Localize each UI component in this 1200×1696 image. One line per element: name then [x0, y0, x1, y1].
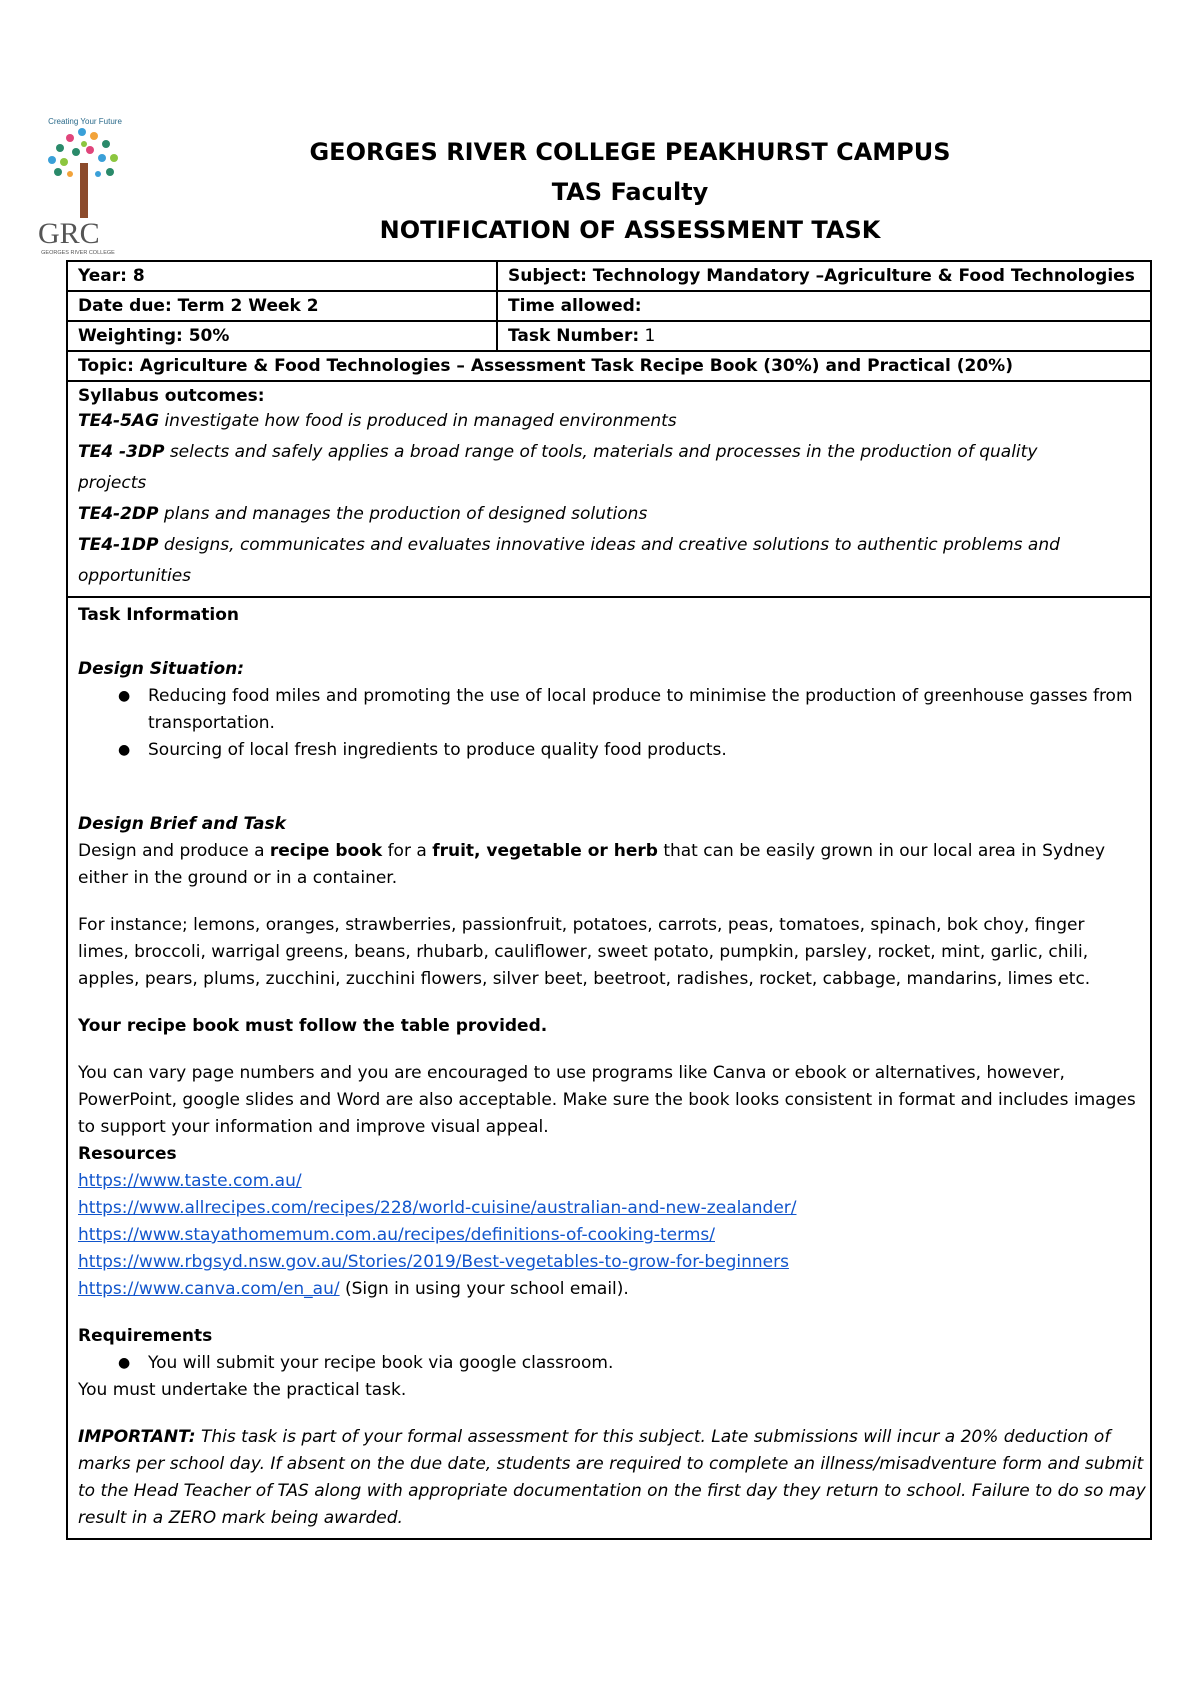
resources-heading: Resources: [78, 1144, 177, 1164]
college-logo: [30, 108, 140, 258]
syllabus-row: [68, 382, 1150, 598]
table-row: [68, 292, 1150, 322]
requirements-list: [78, 1350, 1140, 1377]
important-notice: IMPORTANT: This task is part of your formal assessment for this subject. Late submissions will incur a 20% deduction of marks per school day. If absent on the due date, students are required to complete an illness/misadventure form and submit to the Head Teacher of TAS along with appropriate documentation on the first day they return to school. Failure to do so may result in a ZERO mark being awarded.: [78, 1427, 1146, 1528]
canva-note: (Sign in using your school email).: [339, 1279, 629, 1299]
resource-link[interactable]: https://www.canva.com/en_au/: [78, 1279, 340, 1299]
resource-link[interactable]: https://www.stayathomemum.com.au/recipes/definitions-of-cooking-terms/: [78, 1225, 715, 1245]
topic-cell: Topic: Agriculture & Food Technologies – Assessment Task Recipe Book (30%) and Practical (20%): [78, 356, 1013, 376]
table-row: [68, 352, 1150, 382]
practical-text: You must undertake the practical task.: [78, 1380, 407, 1400]
list-item: ● Sourcing of local fresh ingredients to produce quality food products.: [148, 737, 1140, 764]
outcome-line: TE4-1DP designs, communicates and evaluates innovative ideas and creative solutions to authentic problems and: [78, 535, 1060, 555]
college-name: GEORGES RIVER COLLEGE PEAKHURST CAMPUS: [309, 138, 951, 166]
outcome-line: TE4-2DP plans and manages the production of designed solutions: [78, 504, 648, 524]
resource-link[interactable]: https://www.taste.com.au/: [78, 1171, 302, 1191]
list-item: ● Reducing food miles and promoting the use of local produce to minimise the production of greenhouse gasses from transportation.: [148, 683, 1140, 737]
task-information-cell: [68, 598, 1150, 1538]
follow-table-text: Your recipe book must follow the table provided.: [78, 1016, 548, 1036]
outcome-line: TE4 -3DP selects and safely applies a broad range of tools, materials and processes in the production of quality: [78, 442, 1038, 462]
resource-link[interactable]: https://www.rbgsyd.nsw.gov.au/Stories/2019/Best-vegetables-to-grow-for-beginners: [78, 1252, 789, 1272]
situation-heading: Design Situation:: [78, 659, 245, 679]
syllabus-heading: Syllabus outcomes:: [78, 386, 265, 406]
brief-text: Design and produce a recipe book for a fruit, vegetable or herb that can be easily grown in our local area in Sydney either in the ground or in a container.: [78, 841, 1106, 888]
table-row: [68, 262, 1150, 292]
brief-heading: Design Brief and Task: [78, 814, 286, 834]
task-number-cell: Task Number: 1: [508, 326, 656, 346]
date-due-cell: Date due: Term 2 Week 2: [68, 292, 498, 320]
svg-text:GRC: GRC: [38, 217, 100, 250]
task-row: [68, 598, 1150, 1538]
assessment-table: [66, 260, 1152, 1540]
faculty-name: TAS Faculty: [551, 178, 709, 206]
svg-text:Creating Your Future: Creating Your Future: [48, 117, 122, 126]
year-cell: Year: 8: [68, 262, 498, 290]
page-title: NOTIFICATION OF ASSESSMENT TASK: [379, 216, 881, 244]
requirements-heading: Requirements: [78, 1326, 213, 1346]
outcome-line: projects: [78, 473, 147, 493]
outcome-line: opportunities: [78, 566, 192, 586]
time-allowed-cell: Time allowed:: [508, 296, 642, 316]
svg-text:GEORGES RIVER COLLEGE: GEORGES RIVER COLLEGE: [41, 250, 115, 256]
list-item: ● You will submit your recipe book via google classroom.: [148, 1350, 1140, 1377]
resource-link[interactable]: https://www.allrecipes.com/recipes/228/world-cuisine/australian-and-new-zealander/: [78, 1198, 797, 1218]
table-row: [68, 322, 1150, 352]
tree-icon: [48, 128, 118, 218]
task-heading: Task Information: [78, 605, 240, 625]
weighting-cell: Weighting: 50%: [68, 322, 498, 350]
situation-list: [78, 683, 1140, 764]
vary-text: You can vary page numbers and you are encouraged to use programs like Canva or ebook or alternatives, however, PowerPoint, google slides and Word are also acceptable. Make sure the book looks consistent in format and includes images to support your information and improve visual appeal.: [78, 1063, 1136, 1137]
subject-cell: Subject: Technology Mandatory –Agriculture & Food Technologies: [508, 266, 1135, 286]
outcome-line: TE4-5AG investigate how food is produced in managed environments: [78, 411, 677, 431]
instance-text: For instance; lemons, oranges, strawberries, passionfruit, potatoes, carrots, peas, tomatoes, spinach, bok choy, finger limes, broccoli, warrigal greens, beans, rhubarb, cauliflower, sweet potato, pumpkin, parsley, rocket, mint, garlic, chili, apples, pears, plums, zucchini, zucchini flowers, silver beet, beetroot, radishes, rocket, cabbage, mandarins, limes etc.: [78, 915, 1091, 989]
syllabus-cell: [68, 382, 1150, 596]
